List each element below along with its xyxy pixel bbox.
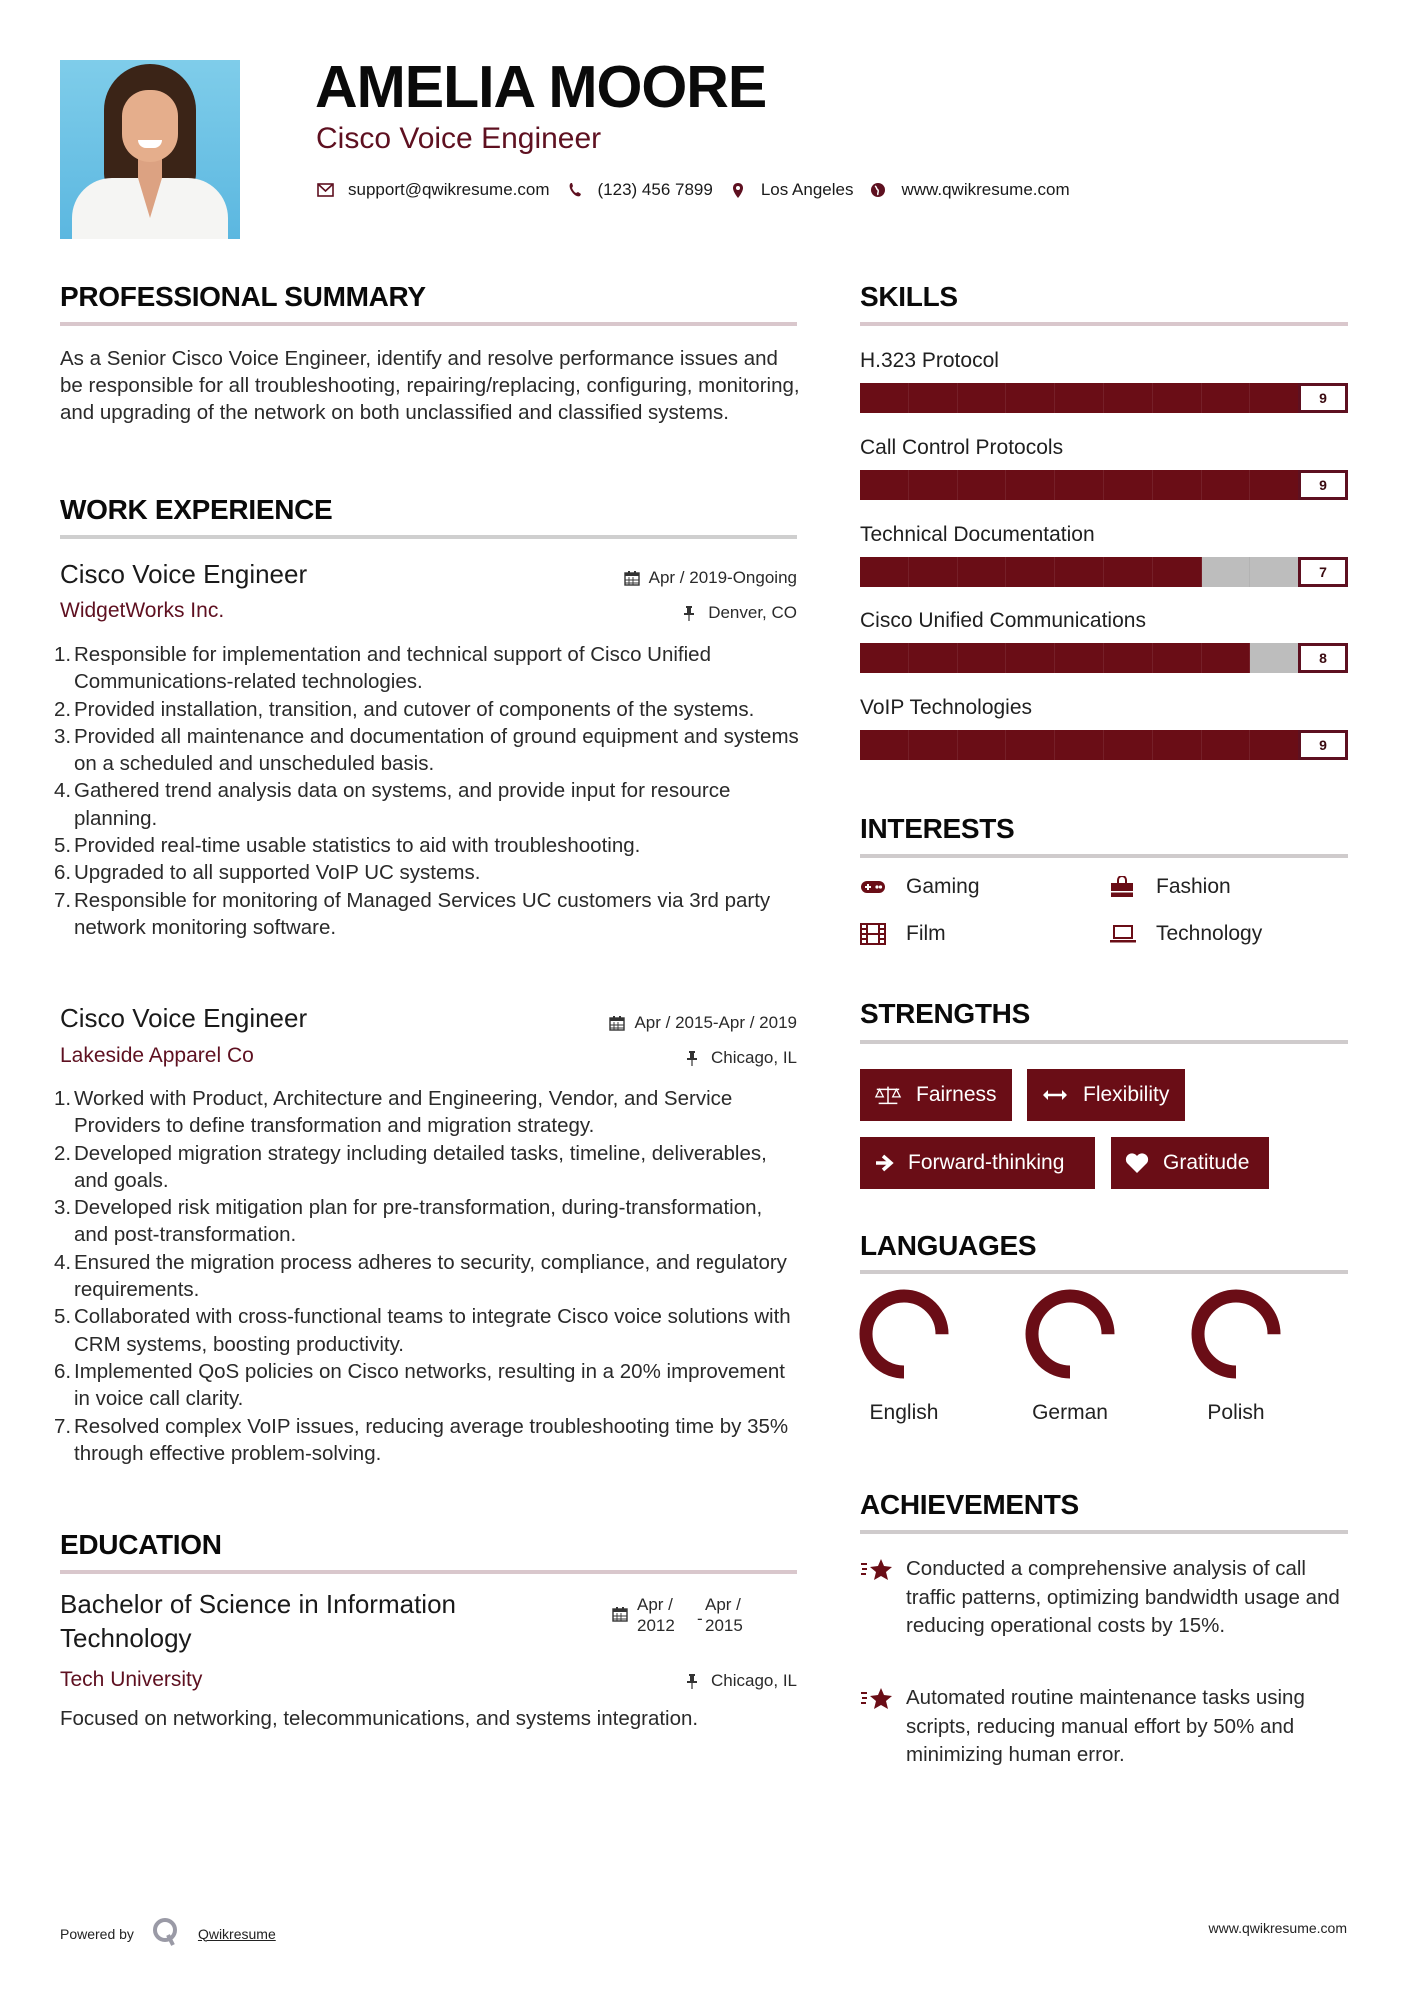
qwikresume-logo-icon [152, 1917, 180, 1950]
list-item: 7. Resolved complex VoIP issues, reducing average troubleshooting time by 35% through effective problem-solving. [54, 1414, 789, 1465]
strength-fairness: Fairness [860, 1069, 1012, 1121]
strength-flexibility: Flexibility [1027, 1069, 1185, 1121]
job-dates: Apr / 2019-Ongoing [624, 569, 797, 586]
map-marker-icon [729, 181, 747, 199]
skill-rating-bar [860, 383, 1348, 413]
skill-label: Call Control Protocols [860, 436, 1064, 459]
achievements-divider [860, 1530, 1348, 1534]
skill-label: Cisco Unified Communications [860, 609, 1146, 632]
skill-level-badge: 9 [1298, 730, 1348, 760]
calendar-icon [624, 570, 640, 586]
list-item: 5. Provided real-time usable statistics to aid with troubleshooting. [54, 834, 641, 858]
company-name: Lakeside Apparel Co [60, 1044, 254, 1067]
languages-divider [860, 1270, 1348, 1274]
candidate-title: Cisco Voice Engineer [316, 122, 602, 155]
skill-level-badge: 9 [1298, 383, 1348, 413]
language-name: English [869, 1401, 939, 1424]
job-bullets [56, 641, 801, 941]
list-item: 1. Responsible for implementation and technical support of Cisco Unified Communications-related technologies. [54, 643, 711, 694]
achievement-item: Automated routine maintenance tasks using scripts, reducing manual effort by 50% and minimizing human error. [860, 1684, 1348, 1770]
contact-location [729, 180, 854, 200]
job-bullets [56, 1085, 801, 1467]
company-name: WidgetWorks Inc. [60, 599, 225, 622]
list-item: 2. Provided installation, transition, and cutover of components of the systems. [54, 697, 755, 721]
gamepad-icon [860, 876, 886, 898]
school-name: Tech University [60, 1668, 203, 1691]
summary-divider [60, 322, 797, 326]
list-item: 4. Gathered trend analysis data on systems, and provide input for resource planning. [54, 779, 731, 830]
job-location: Chicago, IL [686, 1049, 797, 1066]
language-item [844, 1289, 964, 1425]
language-item [1176, 1289, 1296, 1425]
laptop-icon [1110, 923, 1136, 945]
globe-icon [869, 181, 887, 199]
language-progress-ring [1025, 1289, 1115, 1379]
heart-icon [1125, 1152, 1149, 1174]
contact-bar [316, 180, 1086, 200]
experience-divider [60, 535, 797, 539]
job-location: Denver, CO [683, 604, 797, 621]
skills-divider [860, 322, 1348, 326]
strength-gratitude: Gratitude [1111, 1137, 1269, 1189]
interests-divider [860, 854, 1348, 858]
shooting-star-icon [860, 1684, 906, 1770]
arrow-right-icon [874, 1153, 894, 1173]
calendar-icon [612, 1606, 628, 1636]
list-item: 3. Developed risk mitigation plan for pre-transformation, during-transformation, and post-transformation. [54, 1196, 763, 1247]
achievements-heading: ACHIEVEMENTS [860, 1489, 1079, 1520]
skill-level-badge: 8 [1298, 643, 1348, 673]
film-icon [860, 923, 886, 945]
shooting-star-icon [860, 1555, 906, 1641]
skills-heading: SKILLS [860, 281, 958, 312]
skill-rating-bar [860, 730, 1348, 760]
languages-heading: LANGUAGES [860, 1230, 1037, 1261]
strengths-divider [860, 1040, 1348, 1044]
pushpin-icon [686, 1050, 702, 1066]
language-progress-ring [859, 1289, 949, 1379]
list-item: 6. Implemented QoS policies on Cisco networks, resulting in a 20% improvement in voice call clarity. [54, 1359, 785, 1411]
qwikresume-link[interactable]: Qwikresume [197, 1925, 276, 1942]
interest-fashion: Fashion [1110, 875, 1231, 899]
skill-rating-bar [860, 643, 1348, 673]
education-description: Focused on networking, telecommunications, and systems integration. [60, 1707, 699, 1730]
envelope-icon [316, 181, 334, 199]
contact-phone[interactable] [566, 180, 713, 200]
experience-heading: WORK EXPERIENCE [60, 494, 333, 525]
contact-location-text: Los Angeles [760, 180, 854, 199]
education-location: Chicago, IL [686, 1672, 797, 1689]
footer-website[interactable]: www.qwikresume.com [1208, 1920, 1347, 1936]
skill-rating-bar [860, 557, 1348, 587]
education-heading: EDUCATION [60, 1529, 222, 1560]
pushpin-icon [683, 605, 699, 621]
contact-phone-text: (123) 456 7899 [597, 180, 713, 199]
summary-text: As a Senior Cisco Voice Engineer, identify and resolve performance issues and be responsible for all troubleshooting, repairing/replacing, configuring, monitoring, and upgrading of the network on both unclassified and classified systems. [60, 347, 800, 424]
strength-forward-thinking: Forward-thinking [860, 1137, 1095, 1189]
list-item: 4. Ensured the migration process adheres to security, compliance, and regulatory requirements. [54, 1250, 787, 1302]
skill-label: Technical Documentation [860, 523, 1095, 546]
language-name: German [1032, 1401, 1108, 1424]
job-title: Cisco Voice Engineer [60, 559, 308, 589]
skill-label: H.323 Protocol [860, 349, 999, 372]
degree-title: Bachelor of Science in Information Technology [60, 1589, 456, 1653]
job-dates: Apr / 2015-Apr / 2019 [609, 1014, 797, 1031]
strengths-heading: STRENGTHS [860, 998, 1030, 1029]
calendar-icon [609, 1015, 625, 1031]
candidate-name: AMELIA MOORE [315, 54, 767, 120]
summary-heading: PROFESSIONAL SUMMARY [60, 281, 426, 312]
list-item: 1. Worked with Product, Architecture and Engineering, Vendor, and Service Providers to define transformation and migration strategy. [54, 1087, 733, 1138]
skill-label: VoIP Technologies [860, 696, 1033, 719]
skill-level-badge: 7 [1298, 557, 1348, 587]
contact-website[interactable] [869, 180, 1069, 200]
interests-heading: INTERESTS [860, 813, 1015, 844]
education-dates: Apr / 2012 - Apr / 2015 [612, 1594, 743, 1636]
list-item: 5. Collaborated with cross-functional teams to integrate Cisco voice solutions with CRM systems, boosting productivity. [54, 1305, 791, 1356]
skill-rating-bar [860, 470, 1348, 500]
job-title: Cisco Voice Engineer [60, 1003, 308, 1033]
arrows-horizontal-icon [1041, 1089, 1069, 1101]
language-item [1010, 1289, 1130, 1425]
interest-technology: Technology [1110, 922, 1262, 946]
list-item: 3. Provided all maintenance and documentation of ground equipment and systems on a scheduled and unscheduled basis. [54, 724, 799, 776]
contact-email[interactable] [316, 180, 550, 200]
shopping-bag-icon [1110, 876, 1136, 898]
language-progress-ring [1191, 1289, 1281, 1379]
footer-powered-by: Powered by Qwikresume [60, 1917, 276, 1950]
contact-email-text: support@qwikresume.com [348, 180, 550, 199]
profile-photo [60, 60, 240, 239]
list-item: 6. Upgraded to all supported VoIP UC systems. [54, 861, 481, 885]
balance-scale-icon [874, 1084, 902, 1106]
list-item: 2. Developed migration strategy including detailed tasks, timeline, deliverables, and goals. [54, 1141, 767, 1192]
interest-gaming: Gaming [860, 875, 980, 899]
pushpin-icon [686, 1673, 702, 1689]
phone-icon [566, 181, 584, 199]
contact-website-text: www.qwikresume.com [901, 180, 1070, 199]
skill-level-badge: 9 [1298, 470, 1348, 500]
education-divider [60, 1570, 797, 1574]
list-item: 7. Responsible for monitoring of Managed Services UC customers via 3rd party network monitoring software. [54, 888, 771, 939]
achievement-item: Conducted a comprehensive analysis of call traffic patterns, optimizing bandwidth usage and reducing operational costs by 15%. [860, 1555, 1348, 1641]
language-name: Polish [1207, 1401, 1265, 1424]
interest-film: Film [860, 922, 946, 946]
